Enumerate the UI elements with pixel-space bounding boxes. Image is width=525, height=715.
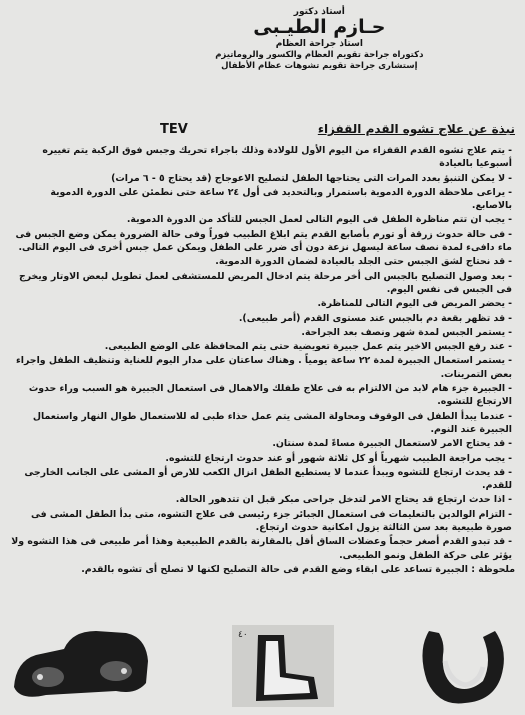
instruction-text: قد تظهر بقعة دم بالجبس عند مستوى القدم (أمر طبيعى). xyxy=(238,312,506,324)
instruction-text: عندما يبدأ الطفل فى الوقوف ومحاولة المشى يتم عمل حذاء طبى له للاستعمال طوال النهار واستعمال الجبيرة عند النوم. xyxy=(32,410,512,435)
instruction-item xyxy=(10,340,515,353)
instruction-text: لا يمكن التنبؤ بعدد المرات التى يحتاجها الطفل لتصليح الاعوجاج (قد يحتاج ٥ - ٦ مرات) xyxy=(111,172,506,184)
instruction-text: يتم علاج تشوه القدم القفزاء من اليوم الأول للولادة وذلك باجراء تحريك وجبس فوق الركبة يتم تغييره أسبوعيا بالعيادة xyxy=(42,145,512,170)
instruction-item xyxy=(10,228,515,255)
foot-splint-image xyxy=(409,621,519,709)
instruction-text: عند رفع الجبس الاخير يتم عمل جبيرة تعويضية حتى يتم المحافظة على الوضع الطبيعى. xyxy=(104,341,506,353)
instruction-text: فى حالة حدوث زرقة أو تورم بأصابع القدم يتم ابلاغ الطبيب فوراً وفى حالة الضرورة يمكن وضع الجبس فى ماء دافىء لمدة نصف ساعة ليسهل نزعة دون أى ضرر على الطفل ويمكن عمل جبس أخرى فى اليوم التالى. xyxy=(15,228,512,254)
instruction-item xyxy=(10,466,515,493)
bullet-dash: - xyxy=(508,452,512,464)
instruction-item xyxy=(10,493,515,506)
bullet-dash: - xyxy=(508,383,512,395)
instructions-list xyxy=(10,144,515,576)
instruction-text: يحضر المريض فى اليوم التالى للمناظرة. xyxy=(317,298,506,310)
instruction-item xyxy=(10,452,515,465)
bullet-dash: - xyxy=(508,270,512,282)
bullet-dash: - xyxy=(508,312,512,324)
bullet-dash: - xyxy=(508,298,512,310)
instruction-text: التزام الوالدين بالتعليمات فى استعمال الجبائر جزء رئيسى فى علاج التشوه، متى بدأ الطفل المشى فى صورة طبيعية بعد سن الثالثة يزول امكانية حدوث ارتجاع. xyxy=(31,508,512,534)
document-subtitle: نبذة عن علاج تشوه القدم القفزاء xyxy=(317,122,515,136)
note-text: ملحوظة : الجبيرة تساعد على ابقاء وضع القدم فى حالة التصليح لكنها لا تصلح أى تشوه بالقدم. xyxy=(81,563,515,575)
bullet-dash: - xyxy=(508,536,512,548)
doctor-title: استاذ جراحة العظام xyxy=(275,39,363,49)
letterhead-blank-area xyxy=(10,6,170,96)
foot-cast-image xyxy=(228,621,338,709)
bullet-dash: - xyxy=(508,214,512,226)
instruction-item xyxy=(10,255,515,268)
instruction-text: بعد وصول التصليح بالجبس الى أخر مرحلة يتم ادخال المريض للمستشفى لعمل تطويل لبعض الاوتار ويخرج فى الجبس فى نفس اليوم. xyxy=(18,270,512,295)
doctor-info xyxy=(170,6,515,72)
instruction-text: يراعى ملاحظة الدورة الدموية باستمرار وبالتحديد فى أول ٢٤ ساعة حتى نطمئن على الدورة الدموية بالاصابع. xyxy=(50,186,512,212)
bullet-dash: - xyxy=(508,494,512,506)
figure-label: ٤٠ xyxy=(237,630,248,640)
letterhead xyxy=(10,6,515,118)
doctor-name: حـازم الطيـبى xyxy=(253,16,386,38)
bullet-dash: - xyxy=(508,186,512,198)
instruction-text: يجب ان تتم مناظرة الطفل فى اليوم التالى لعمل الجبس للتأكد من الدورة الدموية. xyxy=(126,214,506,226)
instruction-text: يستمر استعمال الجبيرة لمدة ٢٢ ساعة يومياً . وهناك ساعتان على مدار اليوم للعناية وتنظيف الطفل واجراء بعض التمرينات. xyxy=(15,355,512,380)
bullet-dash: - xyxy=(508,341,512,353)
tev-label: TEV xyxy=(160,121,188,137)
bullet-dash: - xyxy=(508,256,512,268)
instruction-item xyxy=(10,172,515,185)
instruction-text: قد يحدث ارتجاع للتشوه ويبدأ عندما لا يستطيع الطفل انزال الكعب للارض أو المشى على الجانب الخارجى للقدم. xyxy=(24,466,512,492)
bullet-dash: - xyxy=(508,172,512,184)
instruction-item xyxy=(10,270,515,297)
figures-strip xyxy=(0,613,525,715)
doctor-specialty: إستشارى جراحة تقويم تشوهات عظام الأطفال xyxy=(221,61,418,71)
instruction-text: يجب مراجعة الطبيب شهرياً أو كل ثلاثة شهور أو عند حدوث ارتجاع للتشوه. xyxy=(165,452,506,464)
bullet-dash: - xyxy=(508,145,512,156)
instruction-item xyxy=(10,326,515,339)
subtitle-row xyxy=(10,118,515,140)
bullet-dash: - xyxy=(508,355,512,367)
instruction-text: قد نحتاج لشق الجبس حتى الجلد بالعيادة لضمان الدورة الدموية. xyxy=(215,256,506,268)
instruction-item xyxy=(10,535,515,562)
bullet-dash: - xyxy=(508,228,512,240)
instruction-item xyxy=(10,297,515,310)
instruction-text: قد تبدو القدم أصغر حجماً وعضلات الساق أقل بالمقارنة بالقدم الطبيعية وهذا أمر طبيعى فى هذا التشوه ولا يؤثر على حركة الطفل ونمو الطبيعى. xyxy=(11,536,512,561)
doctor-qualification: دكتوراه جراحة تقويم العظام والكسور والروماتيزم xyxy=(215,50,424,60)
instruction-item xyxy=(10,437,515,450)
instruction-item xyxy=(10,144,515,171)
foot-brace-image xyxy=(6,621,156,709)
bullet-dash: - xyxy=(508,410,512,422)
instruction-item xyxy=(10,382,515,409)
instruction-item xyxy=(10,508,515,535)
instruction-text: قد يحتاج الامر لاستعمال الجبيرة مساءً لمدة سنتان. xyxy=(272,438,506,450)
bullet-dash: - xyxy=(508,466,512,478)
instruction-item xyxy=(10,410,515,437)
doctor-prefix: أستاذ دكتور xyxy=(293,7,345,17)
instruction-item xyxy=(10,354,515,381)
instruction-item xyxy=(10,213,515,226)
instruction-text: اذا حدث ارتجاع قد يحتاج الامر لتدخل جراحى مبكر قبل ان تتدهور الحالة. xyxy=(175,494,506,506)
bullet-dash: - xyxy=(508,326,512,338)
bullet-dash: - xyxy=(508,508,512,520)
bullet-dash: - xyxy=(508,438,512,450)
instruction-text: يستمر الجبس لمدة شهر ونصف بعد الجراحة. xyxy=(301,326,506,338)
instruction-item xyxy=(10,312,515,325)
instruction-item xyxy=(10,186,515,213)
instruction-text: الجبيرة جزء هام لابد من الالتزام به فى علاج طفلك والاهمال فى استعمال الجبيرة هو السبب وراء حدوث الارتجاع للتشوه. xyxy=(28,383,512,408)
